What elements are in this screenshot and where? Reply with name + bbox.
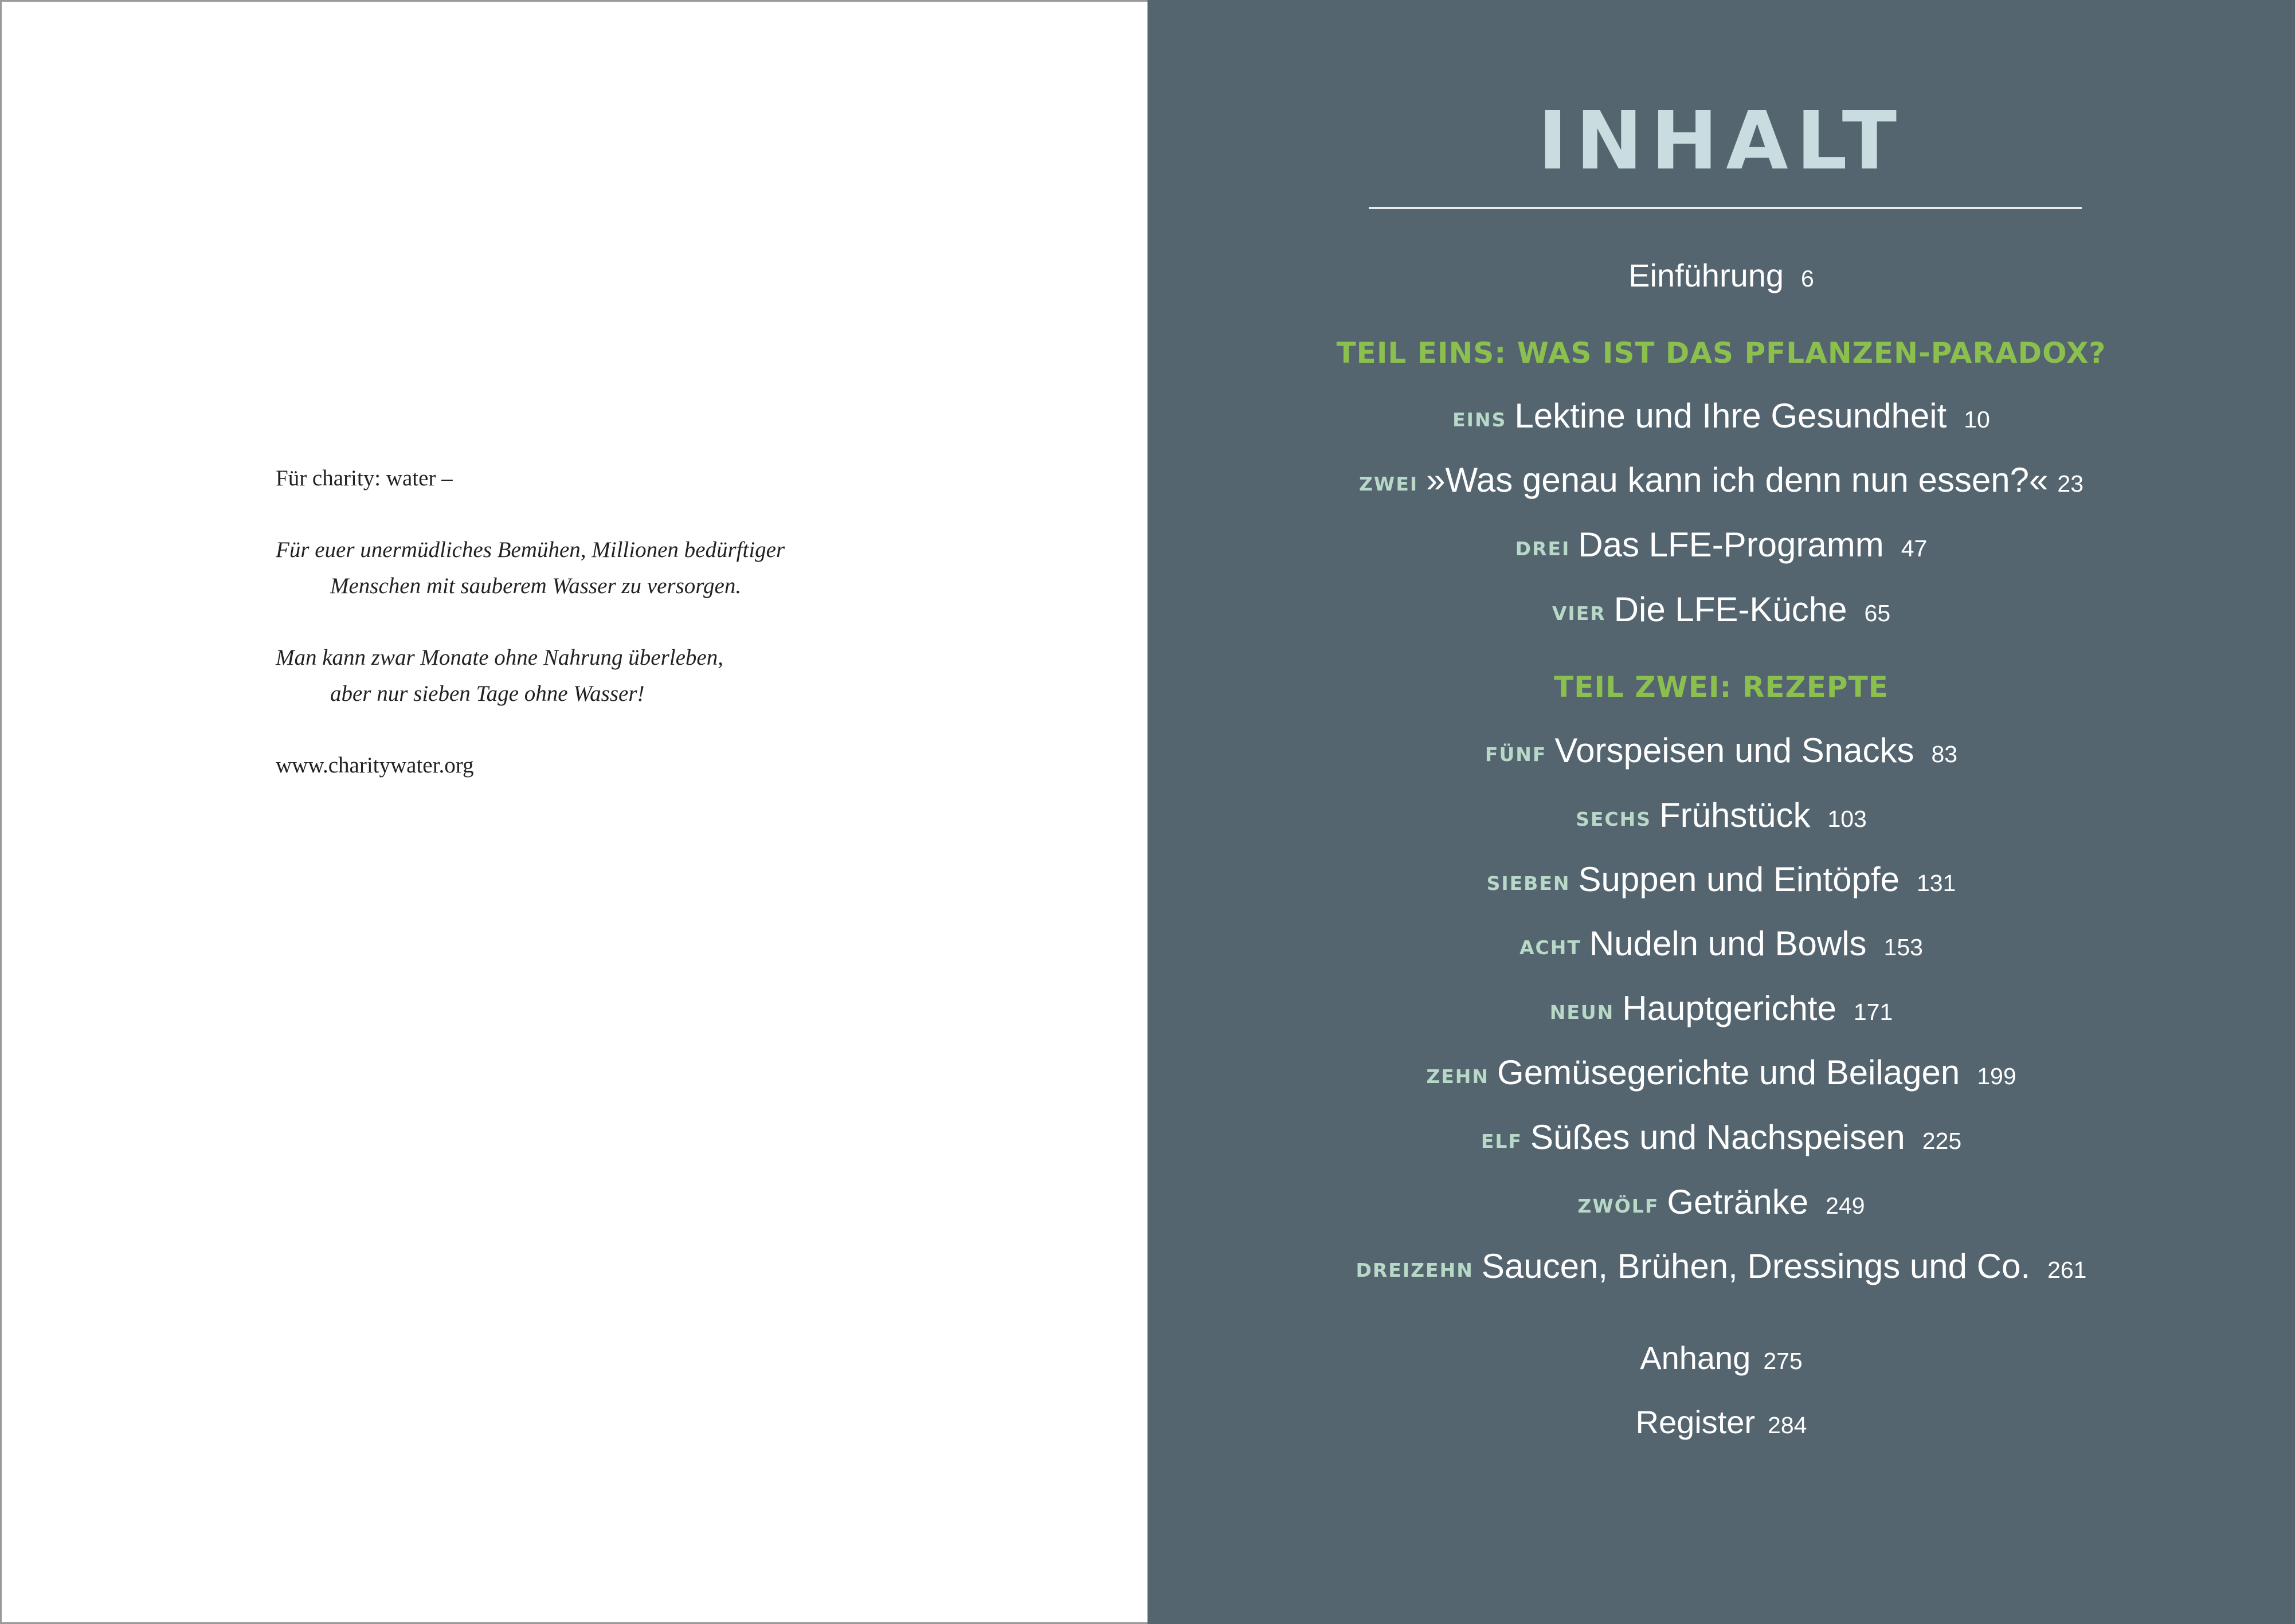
- chapter-title: Das LFE-Programm: [1578, 525, 1884, 564]
- chapter-title: Vorspeisen und Snacks: [1554, 731, 1914, 770]
- toc-entry-page: 275: [1763, 1348, 1803, 1374]
- chapter-title: Gemüsegerichte und Beilagen: [1497, 1053, 1960, 1092]
- chapter-page: 65: [1864, 600, 1891, 626]
- chapter-page: 225: [1922, 1128, 1962, 1154]
- part-one-heading: [1148, 336, 2295, 370]
- chapter-page: 261: [2047, 1257, 2087, 1283]
- toc-entry: [1148, 1246, 2295, 1286]
- chapter-page: 131: [1916, 870, 1956, 896]
- toc-entry: [1148, 731, 2295, 770]
- toc-entry: [1148, 525, 2295, 564]
- dedication-line: Für euer unermüdliches Bemühen, Millionen bedürftiger: [276, 538, 785, 562]
- toc-entry-register: [1148, 1403, 2295, 1441]
- toc-entry: [1148, 795, 2295, 835]
- chapter-title: Frühstück: [1659, 796, 1811, 834]
- chapter-page: 171: [1853, 999, 1893, 1025]
- title-divider: [1369, 207, 2082, 209]
- chapter-title: Die LFE-Küche: [1613, 590, 1847, 629]
- chapter-title: Nudeln und Bowls: [1589, 924, 1867, 963]
- chapter-title: Saucen, Brühen, Dressings und Co.: [1481, 1247, 2031, 1285]
- chapter-title: Getränke: [1667, 1183, 1809, 1221]
- toc-entry: [1148, 460, 2295, 500]
- charity-url: www.charitywater.org: [276, 753, 474, 778]
- toc-entry-appendix: [1148, 1339, 2295, 1376]
- chapter-page: 153: [1883, 934, 1923, 960]
- chapter-page: 83: [1931, 741, 1958, 767]
- toc-entry: [1148, 1053, 2295, 1092]
- toc-entry-intro: [1148, 257, 2295, 294]
- chapter-label: ZWEI: [1358, 473, 1419, 495]
- contents-page: [1148, 0, 2295, 1624]
- part-heading: TEIL ZWEI: REZEPTE: [1554, 670, 1889, 704]
- toc-entry-title: Register: [1635, 1404, 1756, 1440]
- dedication-heading: Für charity: water –: [276, 466, 453, 491]
- chapter-page: 103: [1827, 806, 1867, 832]
- dedication-line: Man kann zwar Monate ohne Nahrung überleben,: [276, 645, 723, 670]
- chapter-label: SIEBEN: [1486, 872, 1571, 895]
- chapter-title: Lektine und Ihre Gesundheit: [1514, 397, 1947, 435]
- chapter-page: 249: [1826, 1192, 1865, 1219]
- chapter-label: EINS: [1452, 409, 1507, 431]
- chapter-page: 47: [1901, 535, 1928, 562]
- chapter-label: ACHT: [1519, 936, 1581, 959]
- toc-entry: [1148, 924, 2295, 963]
- chapter-label: NEUN: [1549, 1001, 1615, 1023]
- chapter-title: »Was genau kann ich denn nun essen?«: [1426, 461, 2049, 499]
- dedication-text: [276, 460, 906, 819]
- chapter-label: ZEHN: [1426, 1065, 1490, 1088]
- toc-entry: [1148, 590, 2295, 629]
- chapter-title: Süßes und Nachspeisen: [1530, 1118, 1905, 1156]
- toc-entry: [1148, 1117, 2295, 1157]
- toc-entry-title: Anhang: [1640, 1340, 1751, 1376]
- toc-entry-page: 284: [1768, 1412, 1807, 1438]
- chapter-title: Suppen und Eintöpfe: [1578, 860, 1900, 899]
- toc-entry-title: Einführung: [1628, 257, 1784, 293]
- chapter-label: FÜNF: [1485, 743, 1547, 766]
- chapter-label: SECHS: [1576, 808, 1652, 830]
- chapter-label: ZWÖLF: [1577, 1195, 1659, 1217]
- chapter-page: 199: [1977, 1063, 2016, 1089]
- toc-entry: [1148, 988, 2295, 1028]
- chapter-label: ELF: [1481, 1130, 1522, 1152]
- part-two-heading: [1148, 670, 2295, 704]
- toc-entry: [1148, 396, 2295, 436]
- toc-entry-page: 6: [1801, 265, 1814, 292]
- chapter-label: VIER: [1552, 602, 1606, 625]
- part-heading: TEIL EINS: WAS IST DAS PFLANZEN-PARADOX?: [1336, 336, 2106, 370]
- toc-entry: [1148, 1182, 2295, 1222]
- chapter-page: 23: [2057, 470, 2083, 497]
- dedication-line: Menschen mit sauberem Wasser zu versorgen.: [330, 574, 742, 598]
- chapter-page: 10: [1964, 406, 1990, 433]
- dedication-line: aber nur sieben Tage ohne Wasser!: [330, 681, 645, 706]
- chapter-title: Hauptgerichte: [1622, 989, 1836, 1027]
- chapter-label: DREI: [1515, 538, 1571, 560]
- contents-title: INHALT: [1537, 95, 1905, 188]
- toc-entry: [1148, 860, 2295, 899]
- chapter-label: DREIZEHN: [1356, 1259, 1474, 1281]
